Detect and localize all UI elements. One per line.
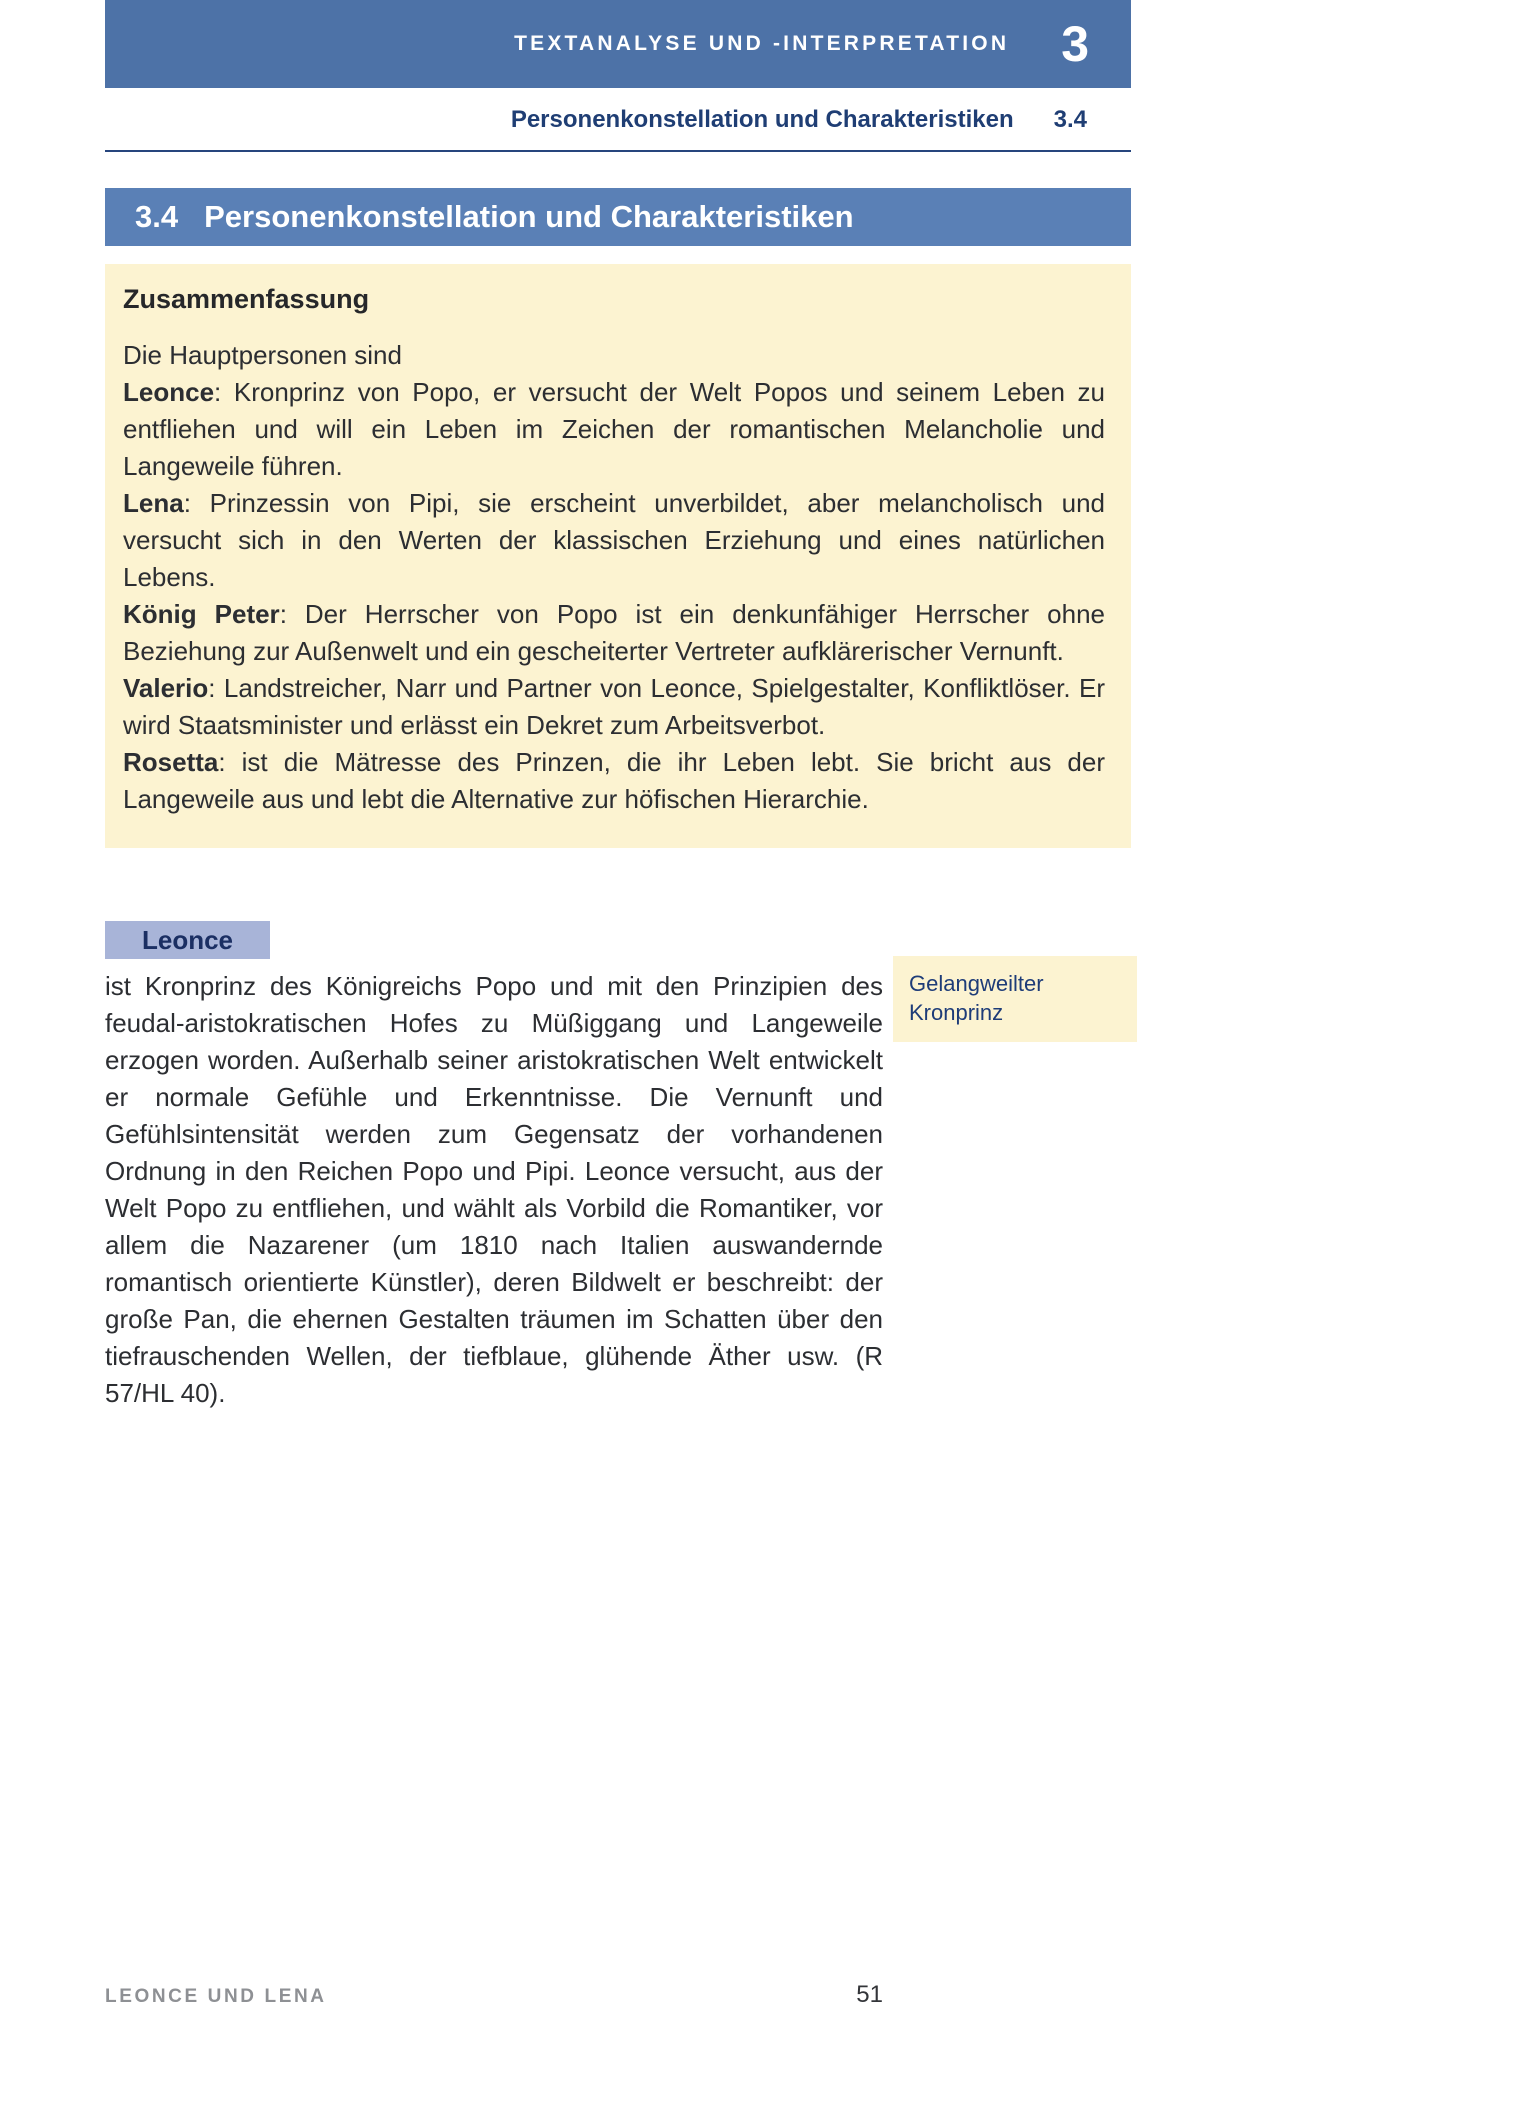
footer-book-title: LEONCE UND LENA [105, 1986, 327, 2007]
section-title-text: Personenkonstellation und Charakteristiken [204, 199, 854, 234]
summary-entry-text: : ist die Mätresse des Prinzen, die ihr Leben lebt. Sie bricht aus der Langeweile aus und lebt die Alternative zur höfischen Hierarchie. [123, 747, 1105, 814]
summary-text [123, 337, 1105, 818]
summary-entry-name: Lena [123, 488, 184, 518]
summary-entry-text: : Der Herrscher von Popo ist ein denkunfähiger Herrscher ohne Beziehung zur Außenwelt und ein gescheiterter Vertreter aufklärerischer Vernunft. [123, 599, 1105, 666]
summary-box [105, 264, 1131, 848]
running-subhead [105, 106, 1131, 134]
summary-title: Zusammenfassung [123, 284, 370, 314]
summary-entry-name: Rosetta [123, 747, 219, 777]
chapter-number: 3 [1061, 16, 1089, 72]
running-head-title: TEXTANALYSE UND -INTERPRETATION [514, 32, 1010, 55]
page-number [105, 1981, 883, 2009]
margin-note [893, 956, 1137, 1042]
summary-intro: Die Hauptpersonen sind [123, 340, 402, 370]
summary-entry-koenig-peter [123, 596, 1105, 670]
header-rule [105, 150, 1131, 152]
summary-entry-rosetta [123, 744, 1105, 818]
summary-entry-name: Leonce [123, 377, 215, 407]
section-title-bar [105, 188, 1131, 246]
character-label-leonce [105, 921, 270, 959]
page-number-text: 51 [856, 1981, 883, 2008]
character-description: ist Kronprinz des Königreichs Popo und mit den Prinzipien des feudal-aristokratischen Hofes zu Müßiggang und Langeweile erzogen worden. Außerhalb seiner aristokratischen Welt entwickelt er normale Gefühle und Erkenntnisse. Die Vernunft und Gefühlsintensität werden zum Gegensatz der vorhandenen Ordnung in den Reichen Popo und Pipi. Leonce versucht, aus der Welt Popo zu entfliehen, und wählt als Vorbild die Romantiker, vor allem die Nazarener (um 1810 nach Italien auswandernde romantisch orientierte Künstler), deren Bildwelt er beschreibt: der große Pan, die ehernen Gestalten träumen im Schatten über den tiefrauschenden Wellen, der tiefblaue, glühende Äther usw. (R 57/HL 40). [105, 971, 883, 1408]
character-label-text: Leonce [141, 924, 234, 955]
summary-entry-name: Valerio [123, 673, 209, 703]
summary-entry-lena [123, 485, 1105, 596]
summary-entry-text: : Kronprinz von Popo, er versucht der Welt Popos und seinem Leben zu entfliehen und will ein Leben im Zeichen der romantischen Melancholie und Langeweile führen. [123, 377, 1105, 481]
summary-entry-text: : Landstreicher, Narr und Partner von Leonce, Spielgestalter, Konfliktlöser. Er wird Staatsminister und erlässt ein Dekret zum Arbeitsverbot. [123, 673, 1105, 740]
running-subhead-number: 3.4 [1053, 106, 1087, 133]
summary-entry-text: : Prinzessin von Pipi, sie erscheint unverbildet, aber melancholisch und versucht sich in den Werten der klassischen Erziehung und eines natürlichen Lebens. [123, 488, 1105, 592]
section-title-number: 3.4 [135, 199, 179, 234]
summary-entry-name: König Peter [123, 599, 280, 629]
summary-entry-leonce [123, 374, 1105, 485]
running-subhead-title: Personenkonstellation und Charakteristiken [510, 106, 1014, 133]
margin-note-text: Gelangweilter Kronprinz [909, 971, 1044, 1025]
chapter-header-bar [105, 0, 1131, 88]
summary-entry-valerio [123, 670, 1105, 744]
